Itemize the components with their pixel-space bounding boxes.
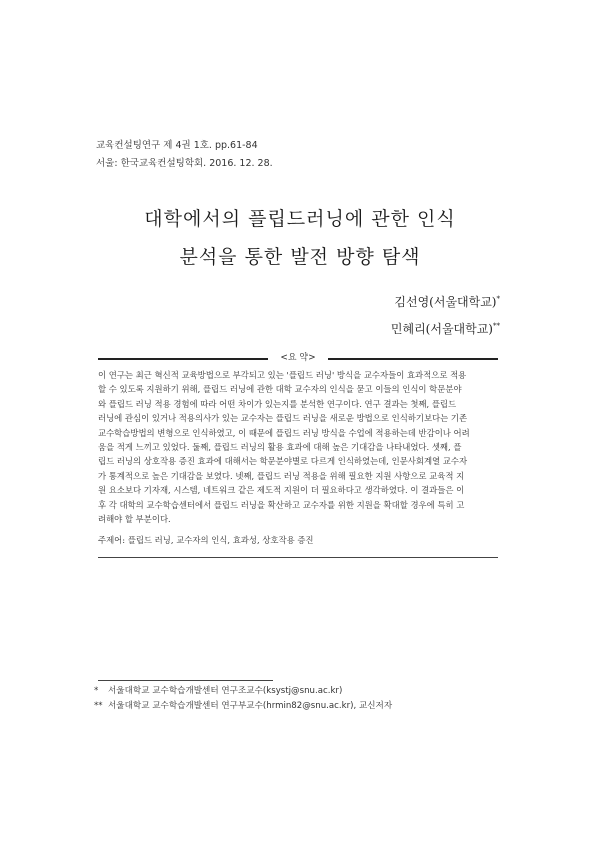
abstract-line: 립드 러닝의 상호작용 증진 효과에 대해서는 학문분야별로 다르게 인식하였는데, 인문사회계열 교수자 [98,456,468,467]
abstract-heading: <요 약> [280,353,316,363]
abstract-line: 할 수 있도록 지원하기 위해, 플립드 러닝에 관한 대학 교수자의 인식을 묻고 이들의 인식이 학문분야 [98,384,462,395]
abstract-line: 가 통계적으로 높은 기대감을 보였다. 넷째, 플립드 러닝 적용을 위해 필요한 지원 사항으로 교육적 지 [98,470,465,481]
paper-title [0,200,600,276]
footnote-2 [94,699,392,714]
abstract-rule-right [328,358,498,360]
abstract-line: 움을 적게 느끼고 있었다. 둘째, 플립드 러닝의 활용 효과에 대해 높은 기대감을 나타내었다. 셋째, 플 [98,442,462,453]
author-1-mark: * [496,295,500,303]
abstract-heading-row [98,352,498,364]
footnote-2-text: 서울대학교 교수학습개발센터 연구부교수(hrmin82@snu.ac.kr), 교신저자 [108,701,393,711]
footnote-1-text: 서울대학교 교수학습개발센터 연구조교수(ksystj@snu.ac.kr) [108,686,343,696]
author-2-mark: ** [493,322,500,330]
author-2 [391,314,500,341]
footnote-1 [94,684,392,699]
abstract-line: 이 연구는 최근 혁신적 교육방법으로 부각되고 있는 '플립드 러닝' 방식을 교수자들이 효과적으로 적용 [98,370,467,380]
footnote-1-mark: * [94,686,99,696]
abstract-line: 러닝에 관심이 있거나 적용의사가 있는 교수자는 플립드 러닝을 새로운 방법으로 인식하기보다는 기존 [98,413,468,424]
abstract-body [98,368,498,526]
footnotes [94,684,392,714]
journal-publisher: 서울: 한국교육컨설팅학회. 2016. 12. 28. [96,158,273,169]
abstract-bottom-rule [98,557,498,558]
footnote-divider [98,680,273,681]
abstract-line: 와 플립드 러닝 적용 경험에 따라 어떤 차이가 있는지를 분석한 연구이다. 연구 결과는 첫째, 플립드 [98,398,457,409]
footnote-2-mark: ** [94,701,103,711]
author-1-name: 김선영(서울대학교) [394,295,497,309]
journal-info [96,137,273,173]
author-2-name: 민혜리(서울대학교) [390,322,493,336]
author-list [391,287,500,341]
abstract-rule-left [98,358,268,360]
author-1 [391,287,500,314]
abstract-line: 려해야 할 부분이다. [98,514,171,525]
abstract-line: 후 각 대학의 교수학습센터에서 플립드 러닝을 확산하고 교수자를 위한 지원을 확대할 경우에 특히 고 [98,499,465,510]
journal-citation: 교육컨설팅연구 제 4권 1호. pp.61-84 [96,140,258,151]
title-line-1: 대학에서의 플립드러닝에 관한 인식 [144,208,456,230]
abstract-section [98,352,498,562]
title-line-2: 분석을 통한 발전 방향 탐색 [179,246,421,268]
keywords: 주제어: 플립드 러닝, 교수자의 인식, 효과성, 상호작용 증진 [98,535,314,545]
abstract-line: 교수학습방법의 변형으로 인식하였고, 이 때문에 플립드 러닝 방식을 수업에 적용하는데 반감이나 어려 [98,427,470,438]
abstract-line: 원 요소보다 기자재, 시스템, 네트워크 같은 제도적 지원이 더 필요하다고 생각하였다. 이 결과들은 이 [98,485,465,496]
